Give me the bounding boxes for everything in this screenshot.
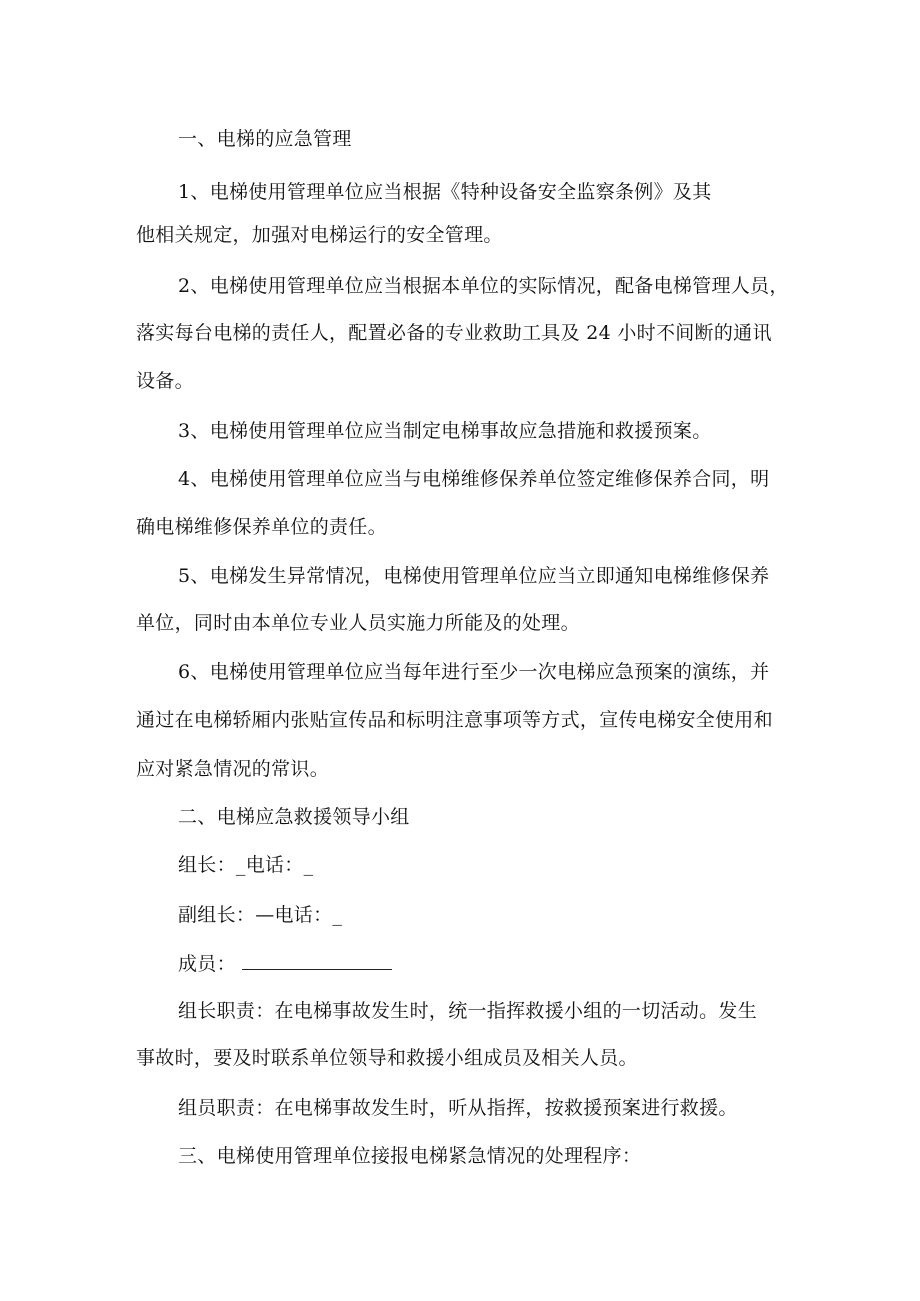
members-blank <box>242 953 392 970</box>
paragraph-6-line-2: 通过在电梯轿厢内张贴宣传品和标明注意事项等方式，宣传电梯安全使用和 <box>136 709 773 731</box>
paragraph-4-line-1: 4、电梯使用管理单位应当与电梯维修保养单位签定维修保养合同，明 <box>178 468 770 490</box>
member-duty: 组员职责：在电梯事故发生时，听从指挥，按救援预案进行救援。 <box>178 1097 738 1119</box>
leader-duty-line-1: 组长职责：在电梯事故发生时，统一指挥救援小组的一切活动。发生 <box>178 1000 758 1022</box>
section-heading-3: 三、电梯使用管理单位接报电梯紧急情况的处理程序： <box>178 1145 642 1167</box>
leader-duty-line-2: 事故时，要及时联系单位领导和救援小组成员及相关人员。 <box>136 1047 638 1069</box>
paragraph-2-line-1: 2、电梯使用管理单位应当根据本单位的实际情况，配备电梯管理人员， <box>178 275 789 297</box>
paragraph-2-line-2: 落实每台电梯的责任人，配置必备的专业救助工具及 24 小时不间断的通讯 <box>136 322 772 344</box>
section-heading-2: 二、电梯应急救援领导小组 <box>178 806 410 828</box>
members-line <box>178 952 392 976</box>
paragraph-5-line-2: 单位，同时由本单位专业人员实施力所能及的处理。 <box>136 612 580 634</box>
paragraph-4-line-2: 确电梯维修保养单位的责任。 <box>136 516 387 538</box>
leader-contact: 组长：_电话：_ <box>178 854 314 876</box>
paragraph-6-line-3: 应对紧急情况的常识。 <box>136 758 330 780</box>
deputy-contact: 副组长：—电话：_ <box>178 904 343 926</box>
paragraph-2-line-3: 设备。 <box>136 370 194 392</box>
members-label: 成员： <box>178 953 236 975</box>
paragraph-5-line-1: 5、电梯发生异常情况，电梯使用管理单位应当立即通知电梯维修保养 <box>178 565 770 587</box>
paragraph-1-line-2: 他相关规定，加强对电梯运行的安全管理。 <box>136 224 503 246</box>
paragraph-3-line-1: 3、电梯使用管理单位应当制定电梯事故应急措施和救援预案。 <box>178 420 712 442</box>
paragraph-6-line-1: 6、电梯使用管理单位应当每年进行至少一次电梯应急预案的演练，并 <box>178 661 770 683</box>
paragraph-1-line-1: 1、电梯使用管理单位应当根据《特种设备安全监察条例》及其 <box>178 181 712 203</box>
section-heading-1: 一、电梯的应急管理 <box>178 128 352 150</box>
